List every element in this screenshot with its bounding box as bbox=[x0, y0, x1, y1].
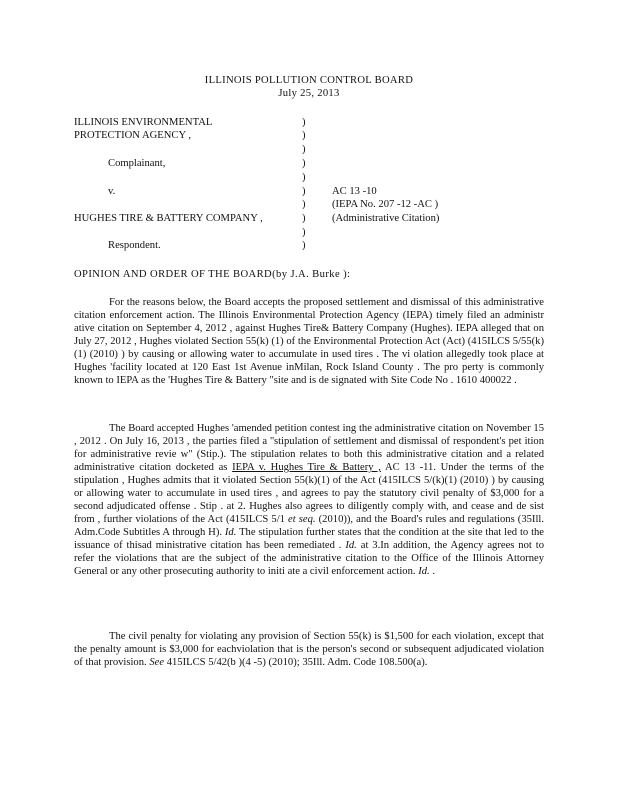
paragraph-2-text: . bbox=[432, 566, 435, 577]
caption-paren: ) bbox=[302, 186, 306, 197]
id-citation: Id. bbox=[418, 566, 430, 577]
opinion-heading: OPINION AND ORDER OF THE BOARD(by J.A. Burke ): bbox=[74, 269, 351, 280]
caption-paren: ) bbox=[302, 240, 306, 251]
versus-label: v. bbox=[108, 186, 116, 197]
see-citation: See bbox=[149, 657, 165, 668]
docket-number: AC 13 -10 bbox=[332, 186, 377, 197]
board-name-heading: ILLINOIS POLLUTION CONTROL BOARD bbox=[204, 75, 414, 86]
caption-paren: ) bbox=[302, 172, 306, 183]
respondent-name: HUGHES TIRE & BATTERY COMPANY , bbox=[74, 213, 263, 224]
respondent-role: Respondent. bbox=[108, 240, 161, 251]
complainant-name-line1: ILLINOIS ENVIRONMENTAL bbox=[74, 117, 213, 128]
document-date: July 25, 2013 bbox=[278, 88, 340, 99]
paragraph-3-text: 415ILCS 5/42(b )(4 -5) (2010); 35Ill. Adm. Code 108.500(a). bbox=[166, 657, 428, 668]
caption-paren: ) bbox=[302, 199, 306, 210]
et-seq-citation: et seq. bbox=[288, 514, 316, 525]
paragraph-2-text: (2010)), and the Board's rules and regulations (35Ill. Adm.Code Subtitles A through H). bbox=[74, 514, 544, 538]
complainant-role: Complainant, bbox=[108, 158, 166, 169]
caption-paren: ) bbox=[302, 227, 306, 238]
caption-paren: ) bbox=[302, 144, 306, 155]
case-type: (Administrative Citation) bbox=[332, 213, 440, 224]
paragraph-2-text: The Board accepted Hughes 'amended petition contest ing the administrative citation on November 15 , 2012 . On July 16, 2013 , the parties filed a ''stipulation of settlement and dismissal of respondent's pet ition for administrative revie w" (Stip.). The stipulation relates to both this administrative citation and a related administrative citation docketed as bbox=[74, 423, 544, 473]
caption-paren: ) bbox=[302, 213, 306, 224]
paragraph-2-text: The stipulation further states that the condition at the site that led to the issuance of thisad ministrative citation has been remediated . bbox=[74, 527, 545, 551]
paragraph-1: For the reasons below, the Board accepts the proposed settlement and dismissal of this administrative citation enforcement action. The Illinois Environmental Protection Agency (IEPA) timely filed an administr ative citation on September 4, 2012 , against Hughes Tire& Battery Company (Hughes). IEPA alleged that on July 27, 2012 , Hughes violated Section 55(k) (1) of the Environmental Protection Act (Act) (415ILCS 5/55(k)(1) (2010) ) by causing or allowing water to accumulate in used tires . The vi olation allegedly took place at Hughes 'facility located at 120 East 1st Avenue inMilan, Rock Island County . The pro perty is commonly known to IEPA as the 'Hughes Tire & Battery "site and is de signated with Site Code No . 1610 400022 . bbox=[74, 297, 544, 386]
case-citation-link: IEPA v. Hughes Tire & Battery , bbox=[232, 462, 381, 473]
id-citation: Id. bbox=[224, 527, 237, 538]
paragraph-2 bbox=[74, 422, 544, 578]
paragraph-3 bbox=[74, 630, 544, 669]
id-citation: Id. bbox=[345, 540, 357, 551]
caption-paren: ) bbox=[302, 117, 306, 128]
paragraph-2-text: at 3.In addition, the Agency agrees not to refer the violations that are the subject of the administrative citation to the Office of the Illinois Attorney General or any other prosecuting authority to initi ate a civil enforcement action. bbox=[74, 540, 544, 577]
paragraph-2-text: AC 13 -11. Under the terms of the stipulation , Hughes admits that it violated Section 55(k)(1) of the Act (415ILCS 5/(k)(1) (2010) ) by causing or allowing water to accumulate in used tires , and agrees to pay the statutory civil penalty of $3,000 for a second adjudicated offense . Stip . at 2. Hughes also agrees to diligently comply with, and cease and de sist from , further violations of the Act (415ILCS 5/1 bbox=[74, 462, 545, 525]
complainant-name-line2: PROTECTION AGENCY , bbox=[74, 130, 192, 141]
caption-paren: ) bbox=[302, 158, 306, 169]
iepa-number: (IEPA No. 207 -12 -AC ) bbox=[332, 199, 439, 210]
caption-paren: ) bbox=[302, 130, 306, 141]
paragraph-3-text: The civil penalty for violating any provision of Section 55(k) is $1,500 for each violation, except that the penalty amount is $3,000 for eachviolation that is the person's second or subsequent adjudicated violation of that provision. bbox=[74, 631, 544, 668]
